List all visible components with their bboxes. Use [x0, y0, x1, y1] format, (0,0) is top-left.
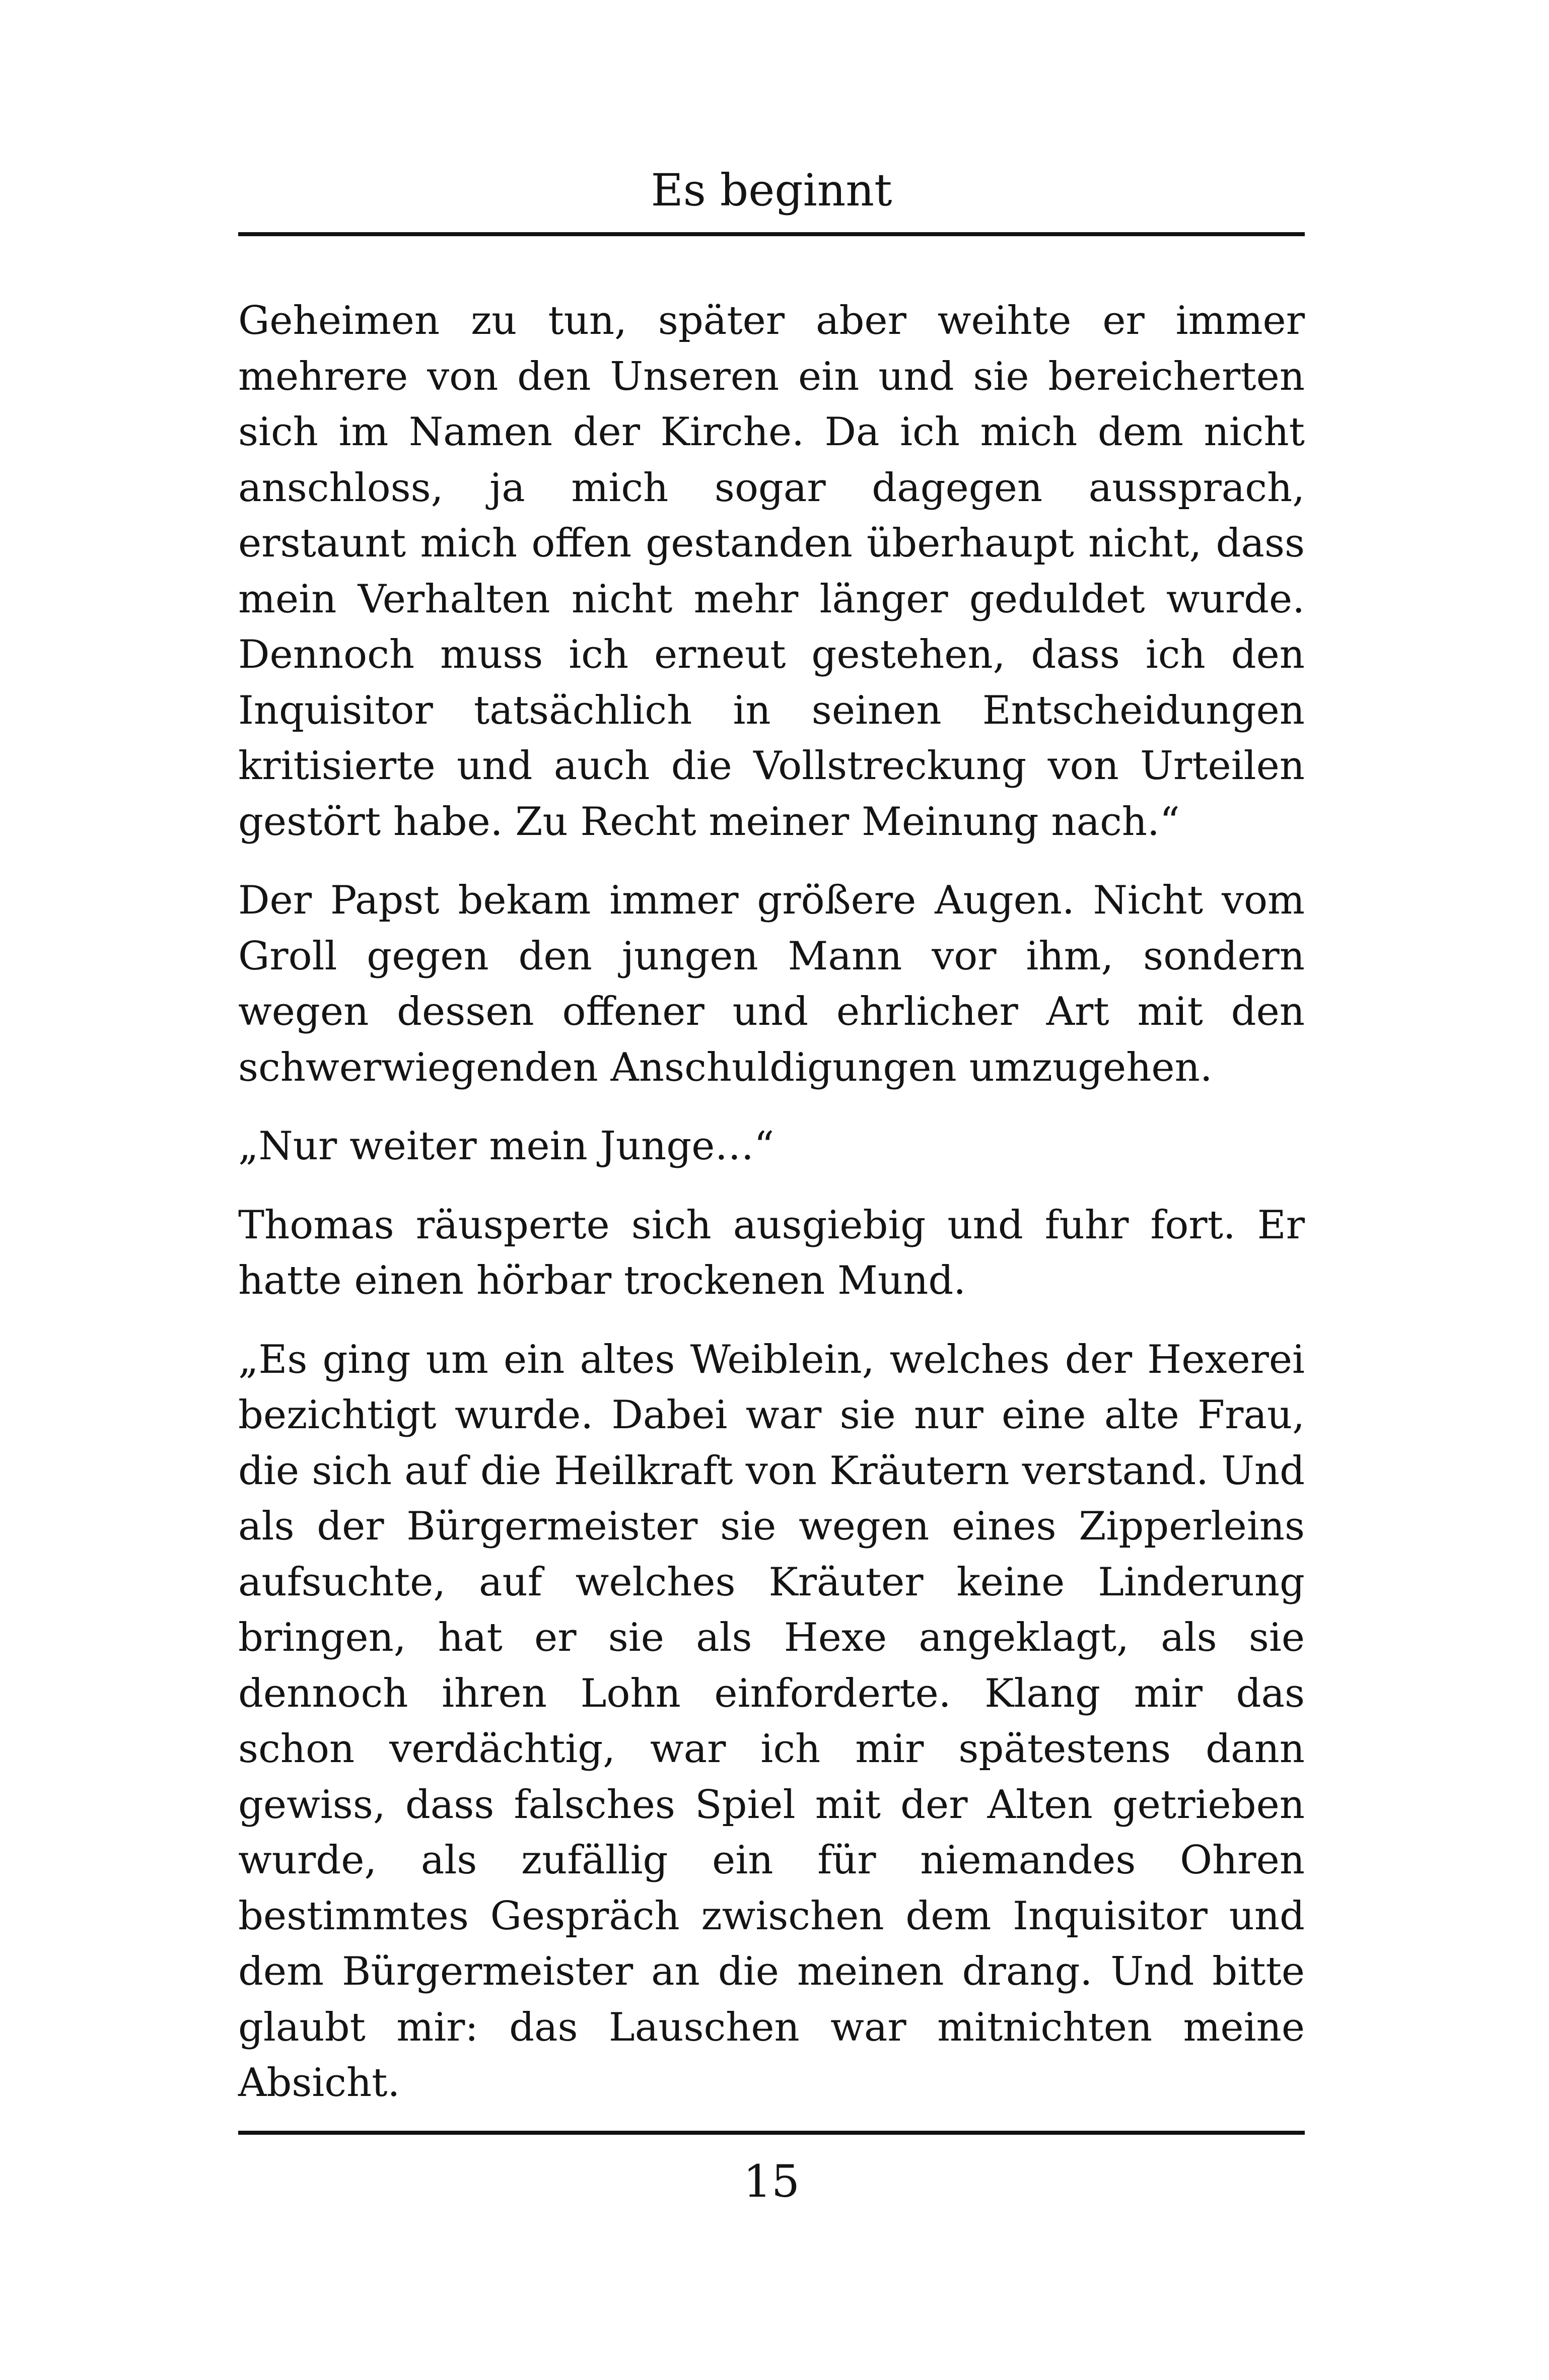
paragraph: Der Papst bekam immer größere Augen. Nicht vom Groll gegen den jungen Mann vor ihm, sondern wegen dessen offener und ehrlicher Art mit den schwerwiegenden Anschuldigungen umzugehen. [238, 878, 1305, 1090]
running-header: Es beginnt [651, 164, 892, 216]
header-rule [238, 232, 1305, 236]
page-number: 15 [743, 2155, 800, 2207]
paragraph: „Nur weiter mein Junge…“ [238, 1124, 774, 1169]
body-text [238, 293, 1305, 2134]
paragraph: Thomas räusperte sich ausgiebig und fuhr fort. Er hatte einen hörbar trockenen Mund. [238, 1202, 1305, 1303]
footer-rule [238, 2131, 1305, 2135]
paragraph: „Es ging um ein altes Weiblein, welches der Hexerei bezichtigt wurde. Dabei war sie nur eine alte Frau, die sich auf die Heilkraft von Kräutern verstand. Und als der Bürgermeister sie wegen eines Zipperleins aufsuchte, auf welches Kräuter keine Linderung bringen, hat er sie als Hexe angeklagt, als sie dennoch ihren Lohn einforderte. Klang mir das schon verdächtig, war ich mir spätestens dann gewiss, dass falsches Spiel mit der Alten getrieben wurde, als zufällig ein für niemandes Ohren bestimmtes Gespräch zwischen dem Inquisitor und dem Bürgermeister an die meinen drang. Und bitte glaubt mir: das Lauschen war mitnichten meine Absicht. [238, 1337, 1305, 2106]
paragraph: Geheimen zu tun, später aber weihte er immer mehrere von den Unseren ein und sie bereicherten sich im Namen der Kirche. Da ich mich dem nicht anschloss, ja mich sogar dagegen aussprach, erstaunt mich offen gestanden überhaupt nicht, dass mein Verhalten nicht mehr länger geduldet wurde. Dennoch muss ich erneut gestehen, dass ich den Inquisitor tatsächlich in seinen Entscheidungen kritisierte und auch die Vollstreckung von Urteilen gestört habe. Zu Recht meiner Meinung nach.“ [238, 298, 1305, 845]
